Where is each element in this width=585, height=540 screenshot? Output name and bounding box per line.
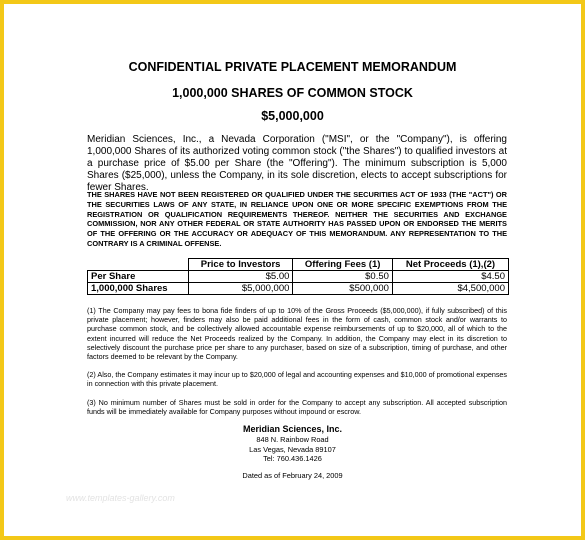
table-cell: $4,500,000 (392, 283, 508, 295)
table-row (88, 271, 509, 283)
table-corner-cell (88, 259, 189, 271)
offering-table (87, 258, 509, 295)
intro-paragraph: Meridian Sciences, Inc., a Nevada Corporation ("MSI", or the "Company"), is offering 1,000,000 Shares of its authorized voting common stock ("the Shares") to qualified investors at a purchase price of $5.00 per Share (the "Offering"). The minimum subscription is 5,000 Shares ($25,000), unless the Company, in its sole discretion, elects to accept subscriptions for fewer Shares. (87, 134, 507, 193)
company-address-line: Las Vegas, Nevada 89107 (249, 444, 336, 454)
legal-notice: THE SHARES HAVE NOT BEEN REGISTERED OR QUALIFIED UNDER THE SECURITIES ACT OF 1933 (THE "ACT") OR THE SECURITIES LAWS OF ANY STATE, IN RELIANCE UPON ONE OR MORE SPECIFIC EXEMPTIONS FROM THE REGISTRATION OR QUALIFICATION REQUIREMENTS THEREOF. NEITHER THE SECURITIES AND EXCHANGE COMMISSION, NOR ANY OTHER FEDERAL OR STATE AUTHORITY HAS PASSED UPON OR ENDORSED THE MERITS OF THE OFFERING OR THE ACCURACY OR ADEQUACY OF THIS MEMORANDUM. ANY REPRESENTATION TO THE CONTRARY IS A CRIMINAL OFFENSE. (87, 190, 507, 248)
row-label: 1,000,000 Shares (88, 283, 189, 295)
table-header-row (88, 259, 509, 271)
document-subtitle: 1,000,000 SHARES OF COMMON STOCK (172, 86, 413, 100)
footnote-2: (2) Also, the Company estimates it may incur up to $20,000 of legal and accounting expenses and $10,000 of promotional expenses in connection with this private placement. (87, 370, 507, 389)
watermark-text: www.templates-gallery.com (66, 493, 175, 503)
company-block (4, 424, 581, 464)
company-address-line: 848 N. Rainbow Road (256, 435, 329, 444)
table-header: Price to Investors (188, 259, 293, 271)
document-title: CONFIDENTIAL PRIVATE PLACEMENT MEMORANDUM (128, 60, 457, 74)
row-label: Per Share (88, 271, 189, 283)
table-cell: $500,000 (293, 283, 393, 295)
footnote-1: (1) The Company may pay fees to bona fide finders of up to 10% of the Gross Proceeds ($5,000,000), if fully subscribed) of this private placement; however, finders may also be paid additional fees in the form of cash, common stock and/or warrants to purchase common stock, and be collectively allowed accountable expense reimbursements of up to $20,000, all of which to the extent incurred will reduce the Net Proceeds realized by the Company. In addition, the Company may elect in its discretion to selectively discount the purchase price per share to any purchaser, based on size of a subscription, timing of purchase, and other factors deemed to be relevant by the Company. (87, 306, 507, 362)
table-cell: $5,000,000 (188, 283, 293, 295)
table-cell: $4.50 (392, 271, 508, 283)
table-header: Net Proceeds (1),(2) (392, 259, 508, 271)
table-cell: $5.00 (188, 271, 293, 283)
table-cell: $0.50 (293, 271, 393, 283)
company-name: Meridian Sciences, Inc. (242, 424, 343, 434)
table-header: Offering Fees (1) (293, 259, 393, 271)
table-row (88, 283, 509, 295)
document-page (4, 4, 581, 536)
footnote-3: (3) No minimum number of Shares must be sold in order for the Company to accept any subscription. All accepted subscription funds will be immediately available for Company purposes without impound or escrow. (87, 398, 507, 417)
company-phone: Tel: 760.436.1426 (263, 454, 322, 464)
dated-line: Dated as of February 24, 2009 (242, 471, 343, 480)
offering-amount: $5,000,000 (261, 109, 324, 123)
